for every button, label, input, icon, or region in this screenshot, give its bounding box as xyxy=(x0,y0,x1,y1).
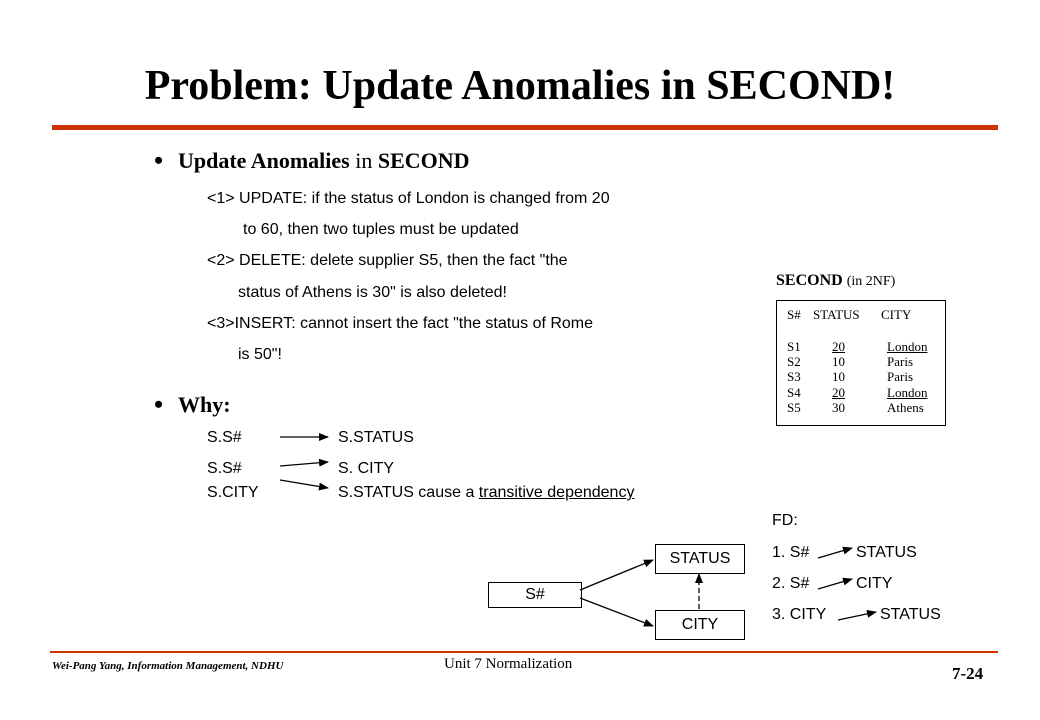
table-cell: S3 xyxy=(787,369,801,384)
table-cell: 30 xyxy=(832,400,845,415)
anomaly-line-3: <2> DELETE: delete supplier S5, then the fact "the xyxy=(207,252,568,269)
node-sno: S# xyxy=(488,582,582,608)
table-cell: 10 xyxy=(832,354,845,369)
relation-normal-form: (in 2NF) xyxy=(846,274,896,289)
table-cell: S2 xyxy=(787,354,801,369)
why-left-1: S.S# xyxy=(207,429,242,446)
fd-right-3: STATUS xyxy=(880,606,941,623)
table-cell: S5 xyxy=(787,400,801,415)
why-right-1: S.STATUS xyxy=(338,429,414,446)
node-status: STATUS xyxy=(655,544,745,574)
why-heading: Why: xyxy=(178,392,231,417)
footer-divider xyxy=(50,651,998,653)
table-cell: S1 xyxy=(787,339,801,354)
fd-right-2: CITY xyxy=(856,575,893,592)
table-header-status: STATUS xyxy=(813,307,860,322)
table-cell: 20 xyxy=(832,339,845,354)
table-cell: Paris xyxy=(887,354,913,369)
node-city: CITY xyxy=(655,610,745,640)
anomaly-line-2: to 60, then two tuples must be updated xyxy=(243,221,519,238)
fd-left-1: 1. S# xyxy=(772,544,810,561)
fd-label: FD: xyxy=(772,512,798,529)
fd-arrow-1 xyxy=(818,548,852,558)
table-header-sno: S# xyxy=(787,307,801,322)
table-header-city: CITY xyxy=(881,307,912,322)
why-right-3-text: S.STATUS cause a xyxy=(338,484,479,501)
table-cell: London xyxy=(887,385,928,400)
why-right-2: S. CITY xyxy=(338,460,395,477)
why-left-2: S.S# xyxy=(207,460,242,477)
bullet-dot-icon: • xyxy=(154,146,164,175)
why-arrow-2 xyxy=(280,462,328,466)
table-cell: Athens xyxy=(887,400,924,415)
footer-unit: Unit 7 Normalization xyxy=(444,656,573,672)
fd-left-2: 2. S# xyxy=(772,575,810,592)
table-cell: 20 xyxy=(832,385,845,400)
fd-arrow-3 xyxy=(838,612,876,620)
table-cell: 10 xyxy=(832,369,845,384)
fd-right-1: STATUS xyxy=(856,544,917,561)
why-left-3: S.CITY xyxy=(207,484,259,501)
anomaly-line-1: <1> UPDATE: if the status of London is changed from 20 xyxy=(207,190,610,207)
page-number: 7-24 xyxy=(952,664,984,683)
bullet-bold-label: Update Anomalies xyxy=(178,148,350,173)
transitive-dependency-label: transitive dependency xyxy=(478,484,635,501)
relation-name: SECOND xyxy=(776,272,843,289)
bullet-second-label: SECOND xyxy=(377,148,470,173)
bullet-dot-icon: • xyxy=(154,390,164,419)
diagram-arrow-s-status xyxy=(580,560,653,590)
anomaly-line-4: status of Athens is 30" is also deleted! xyxy=(238,284,507,301)
table-cell: London xyxy=(887,339,928,354)
anomaly-line-6: is 50"! xyxy=(238,346,282,363)
table-cell: S4 xyxy=(787,385,801,400)
anomaly-line-5: <3>INSERT: cannot insert the fact "the status of Rome xyxy=(207,315,594,332)
table-cell: Paris xyxy=(887,369,913,384)
footer-author: Wei-Pang Yang, Information Management, NDHU xyxy=(52,660,284,672)
bullet-connector: in xyxy=(349,148,378,173)
page-title: Problem: Update Anomalies in SECOND! xyxy=(144,63,896,109)
fd-arrow-2 xyxy=(818,579,852,589)
fd-left-3: 3. CITY xyxy=(772,606,827,623)
why-arrow-3 xyxy=(280,480,328,488)
diagram-arrow-s-city xyxy=(580,598,653,626)
